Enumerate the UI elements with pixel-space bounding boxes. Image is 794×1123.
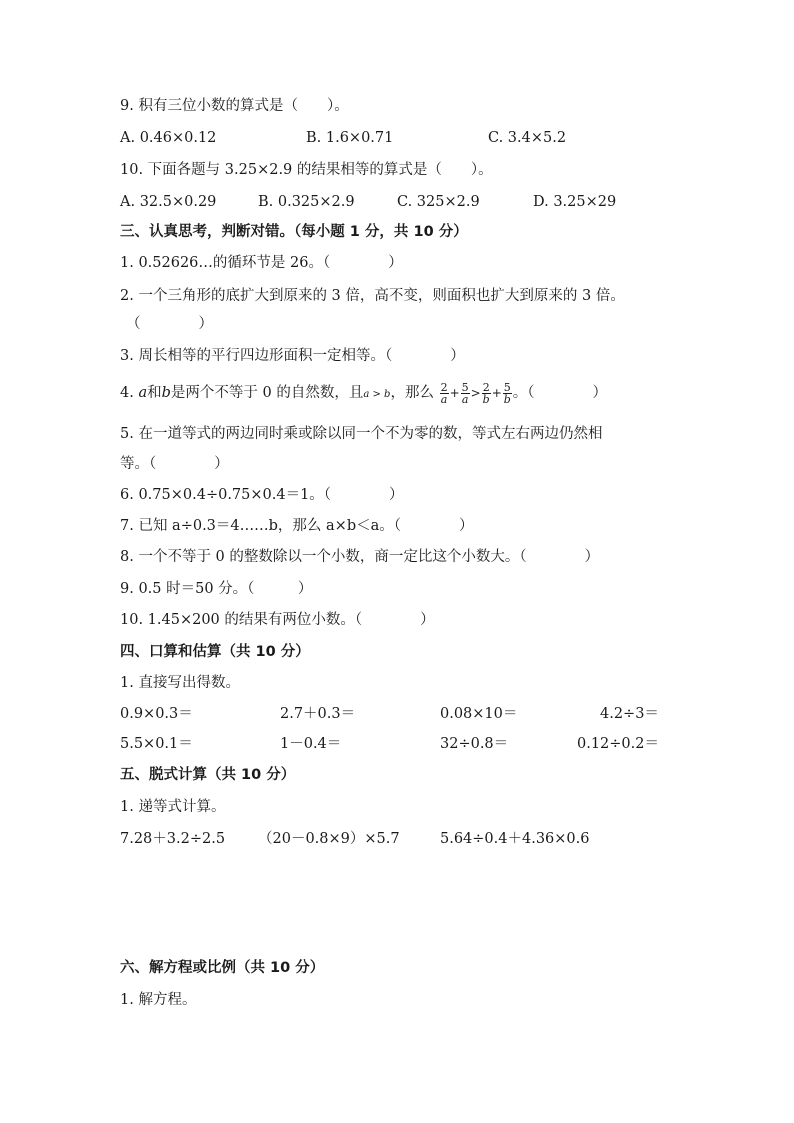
item-4-prefix: 4. [120, 385, 139, 401]
fraction-5-over-a: $\frac{5}{a}$ [461, 380, 469, 406]
oral-calc-1: 0.9×0.3＝ [120, 706, 193, 722]
q10-option-b: B. 0.325×2.9 [258, 194, 355, 210]
section-3-title: 三、认真思考，判断对错。（每小题 1 分，共 10 分） [120, 224, 468, 240]
oral-calc-5: 5.5×0.1＝ [120, 736, 193, 752]
judge-item-8: 8. 一个不等于 0 的整数除以一个小数，商一定比这个小数大。（ ） [120, 549, 600, 565]
section-5-title: 五、脱式计算（共 10 分） [120, 767, 296, 783]
expr-2: （20－0.8×9）×5.7 [258, 831, 400, 847]
plus-sign: + [449, 386, 460, 400]
q9-option-b: B. 1.6×0.71 [306, 130, 394, 146]
oral-calc-4: 4.2÷3＝ [600, 706, 659, 722]
fraction-2-over-b: $\frac{2}{b}$ [482, 380, 490, 406]
oral-calc-2: 2.7＋0.3＝ [280, 706, 356, 722]
judge-item-2: 2. 一个三角形的底扩大到原来的 3 倍，高不变，则面积也扩大到原来的 3 倍。 [120, 288, 625, 304]
item-4-paren: 。（ ） [512, 385, 608, 401]
judge-item-6: 6. 0.75×0.4÷0.75×0.4＝1。（ ） [120, 487, 404, 503]
question-9-stem: 9. 积有三位小数的算式是（ ）。 [120, 98, 349, 114]
judge-item-4 [120, 380, 607, 408]
question-10-stem: 10. 下面各题与 3.25×2.9 的结果相等的算式是（ ）。 [120, 162, 493, 178]
oral-calc-6: 1－0.4＝ [280, 736, 342, 752]
var-a: a [138, 385, 148, 401]
judge-item-5: 5. 在一道等式的两边同时乘或除以同一个不为零的数，等式左右两边仍然相 [120, 426, 603, 442]
q10-option-d: D. 3.25×29 [533, 194, 617, 210]
item-4-then: ，那么 [390, 385, 434, 401]
var-b: b [161, 385, 171, 401]
oral-calc-3: 0.08×10＝ [440, 706, 518, 722]
judge-item-2-paren: （ ） [126, 316, 213, 332]
item-4-text: 是两个不等于 0 的自然数，且 [170, 385, 364, 401]
judge-item-1: 1. 0.52626…的循环节是 26。（ ） [120, 255, 403, 271]
item-4-and: 和 [147, 385, 162, 401]
q9-option-c: C. 3.4×5.2 [488, 130, 567, 146]
judge-item-5-cont: 等。（ ） [120, 456, 229, 472]
section-6-title: 六、解方程或比例（共 10 分） [120, 960, 325, 976]
plus-sign: + [491, 386, 502, 400]
section-5-sub: 1. 递等式计算。 [120, 799, 226, 815]
oral-calc-8: 0.12÷0.2＝ [577, 736, 659, 752]
section-4-sub: 1. 直接写出得数。 [120, 675, 240, 691]
section-4-title: 四、口算和估算（共 10 分） [120, 644, 310, 660]
q10-option-c: C. 325×2.9 [397, 194, 480, 210]
q10-option-a: A. 32.5×0.29 [120, 194, 217, 210]
judge-item-9: 9. 0.5 时＝50 分。（ ） [120, 581, 313, 597]
judge-item-3: 3. 周长相等的平行四边形面积一定相等。（ ） [120, 348, 465, 364]
fraction-2-over-a: $\frac{2}{a}$ [440, 380, 448, 406]
judge-item-10: 10. 1.45×200 的结果有两位小数。（ ） [120, 612, 435, 628]
greater-sign: > [470, 386, 481, 400]
section-6-sub: 1. 解方程。 [120, 992, 197, 1008]
oral-calc-7: 32÷0.8＝ [440, 736, 509, 752]
expr-1: 7.28＋3.2÷2.5 [120, 831, 226, 847]
expr-3: 5.64÷0.4＋4.36×0.6 [440, 831, 590, 847]
fraction-5-over-b: $\frac{5}{b}$ [503, 380, 511, 406]
q9-option-a: A. 0.46×0.12 [120, 130, 217, 146]
item-4-condition: a > b [363, 389, 391, 400]
judge-item-7: 7. 已知 a÷0.3＝4……b，那么 a×b＜a。（ ） [120, 518, 474, 534]
